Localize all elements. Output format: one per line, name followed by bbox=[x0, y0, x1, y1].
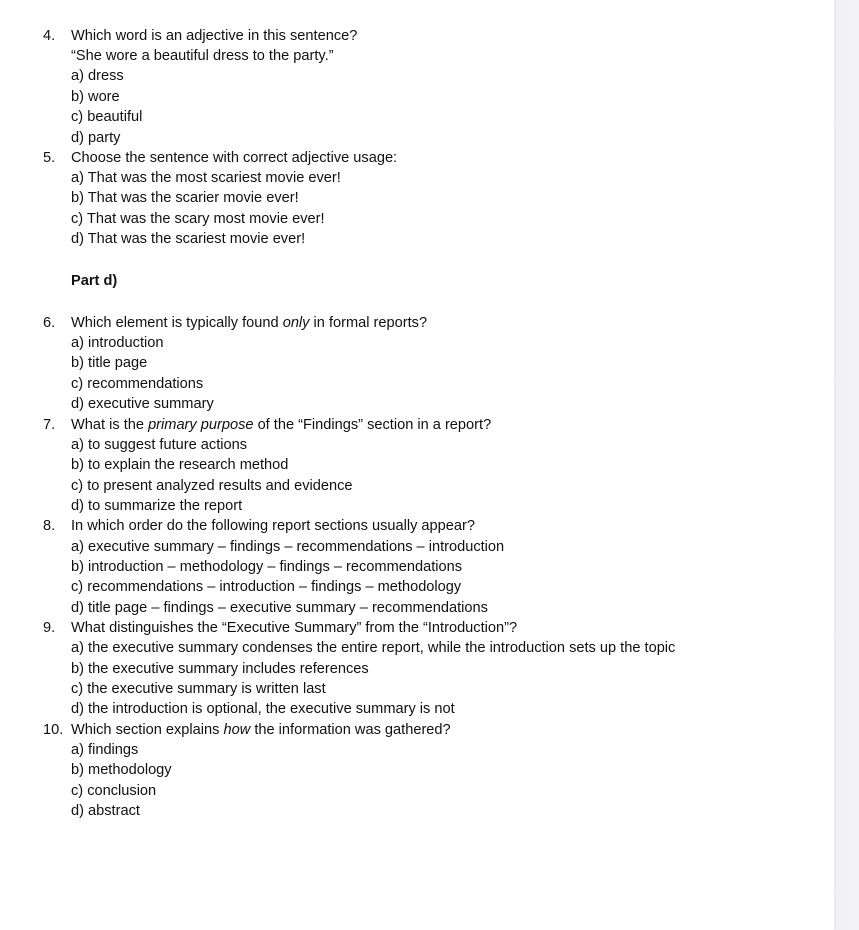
answer-option: c) the executive summary is written last bbox=[71, 681, 326, 697]
question-text-part: Which element is typically found bbox=[71, 315, 283, 331]
answer-option: b) introduction – methodology – findings – recommendations bbox=[71, 559, 463, 575]
answer-option: c) recommendations bbox=[71, 376, 204, 392]
answer-option: a) the executive summary condenses the entire report, while the introduction sets up the topic bbox=[71, 640, 676, 656]
question-text-part: in formal reports? bbox=[309, 315, 428, 331]
question-number: 10. bbox=[43, 722, 64, 738]
question-text bbox=[71, 720, 451, 740]
question-number: 7. bbox=[43, 417, 56, 433]
question-text bbox=[71, 313, 427, 333]
question-text-emphasis: primary purpose bbox=[148, 417, 254, 433]
answer-option: c) beautiful bbox=[71, 109, 143, 125]
answer-option: b) methodology bbox=[71, 762, 172, 778]
answer-option: b) the executive summary includes references bbox=[71, 661, 369, 677]
answer-option: b) That was the scarier movie ever! bbox=[71, 190, 299, 206]
answer-option: a) findings bbox=[71, 742, 139, 758]
question-number: 5. bbox=[43, 150, 56, 166]
question-text: What distinguishes the “Executive Summary” from the “Introduction”? bbox=[71, 620, 518, 636]
section-heading: Part d) bbox=[71, 273, 118, 289]
answer-option: c) That was the scary most movie ever! bbox=[71, 211, 325, 227]
answer-option: d) executive summary bbox=[71, 396, 214, 412]
question-text: Which word is an adjective in this sentence? bbox=[71, 28, 358, 44]
page-edge-shadow bbox=[834, 0, 859, 930]
question-quote: “She wore a beautiful dress to the party.” bbox=[71, 48, 334, 64]
answer-option: a) That was the most scariest movie ever! bbox=[71, 170, 341, 186]
answer-option: a) to suggest future actions bbox=[71, 437, 248, 453]
question-number: 6. bbox=[43, 315, 56, 331]
question-number: 4. bbox=[43, 28, 56, 44]
question-text bbox=[71, 415, 491, 435]
answer-option: c) conclusion bbox=[71, 783, 157, 799]
answer-option: b) title page bbox=[71, 355, 148, 371]
answer-option: d) party bbox=[71, 130, 121, 146]
question-number: 9. bbox=[43, 620, 56, 636]
answer-option: a) executive summary – findings – recommendations – introduction bbox=[71, 539, 505, 555]
answer-option: c) to present analyzed results and evidence bbox=[71, 478, 353, 494]
answer-option: d) title page – findings – executive summary – recommendations bbox=[71, 600, 488, 616]
question-text-part: of the “Findings” section in a report? bbox=[253, 417, 492, 433]
answer-option: b) wore bbox=[71, 89, 120, 105]
question-number: 8. bbox=[43, 518, 56, 534]
answer-option: d) the introduction is optional, the executive summary is not bbox=[71, 701, 455, 717]
question-text-part: the information was gathered? bbox=[250, 722, 451, 738]
question-text: Choose the sentence with correct adjective usage: bbox=[71, 150, 398, 166]
question-text: In which order do the following report sections usually appear? bbox=[71, 518, 475, 534]
answer-option: c) recommendations – introduction – findings – methodology bbox=[71, 579, 462, 595]
question-text-emphasis: how bbox=[223, 722, 251, 738]
question-text-part: Which section explains bbox=[71, 722, 224, 738]
answer-option: d) abstract bbox=[71, 803, 140, 819]
answer-option: d) to summarize the report bbox=[71, 498, 243, 514]
answer-option: a) dress bbox=[71, 68, 124, 84]
question-text-emphasis: only bbox=[282, 315, 310, 331]
answer-option: d) That was the scariest movie ever! bbox=[71, 231, 306, 247]
question-text-part: What is the bbox=[71, 417, 149, 433]
answer-option: b) to explain the research method bbox=[71, 457, 289, 473]
answer-option: a) introduction bbox=[71, 335, 164, 351]
